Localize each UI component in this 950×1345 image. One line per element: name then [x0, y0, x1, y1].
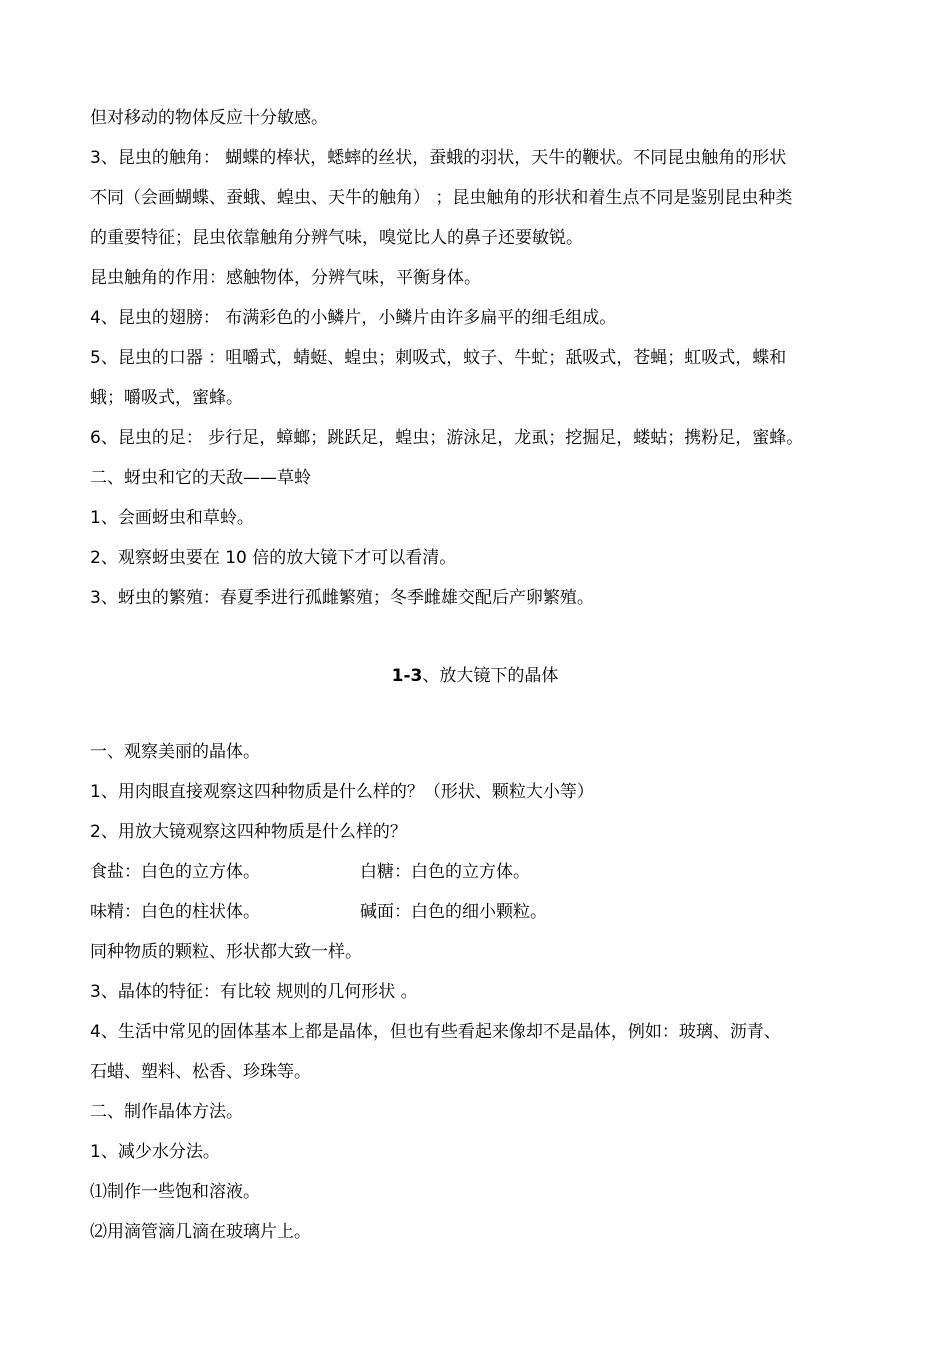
pair-row — [90, 860, 870, 884]
heading-line: 二、蚜虫和它的天敌——草蛉 — [90, 468, 311, 488]
pair-row — [90, 900, 870, 924]
section-title-number: 1-3 — [391, 666, 423, 686]
text-line: 5、昆虫的口器 ：咀嚼式，蜻蜓、蝗虫；刺吸式，蚊子、牛虻；舐吸式，苍蝇；虹吸式，蝶和 — [90, 348, 787, 368]
text-line: 3、昆虫的触角： 蝴蝶的棒状，蟋蟀的丝状，蚕蛾的羽状，天牛的鞭状。不同昆虫触角的形状 — [90, 148, 787, 168]
text-line: 2、用放大镜观察这四种物质是什么样的？ — [90, 822, 407, 842]
text-line: 蛾；嚼吸式，蜜蜂。 — [90, 388, 243, 408]
text-line: 6、昆虫的足： 步行足，蟑螂；跳跃足，蝗虫；游泳足，龙虱；挖掘足，蝼蛄；携粉足，蜜蜂。 — [90, 428, 804, 448]
text-line: 1、用肉眼直接观察这四种物质是什么样的？（形状、颗粒大小等） — [90, 782, 594, 802]
text-line: 同种物质的颗粒、形状都大致一样。 — [90, 942, 362, 962]
heading-line: 一、观察美丽的晶体。 — [90, 742, 260, 762]
text-line: ⑵用滴管滴几滴在玻璃片上。 — [90, 1222, 311, 1242]
text-line: 昆虫触角的作用：感触物体，分辨气味，平衡身体。 — [90, 268, 481, 288]
text-line: 1、会画蚜虫和草蛉。 — [90, 508, 254, 528]
section-title-text: 、放大镜下的晶体 — [422, 666, 559, 686]
text-line: 3、晶体的特征：有比较 规则的几何形状 。 — [90, 982, 418, 1002]
text-line: 石蜡、塑料、松香、珍珠等。 — [90, 1062, 311, 1082]
pair-left: 味精：白色的柱状体。 — [90, 902, 260, 922]
text-line: 不同（会画蝴蝶、蚕蛾、蝗虫、天牛的触角） ；昆虫触角的形状和着生点不同是鉴别昆虫种类 — [90, 188, 793, 208]
pair-right: 碱面：白色的细小颗粒。 — [360, 902, 547, 922]
text-line: 4、生活中常见的固体基本上都是晶体，但也有些看起来像却不是晶体，例如：玻璃、沥青、 — [90, 1022, 781, 1042]
text-line: 4、昆虫的翅膀： 布满彩色的小鳞片，小鳞片由许多扁平的细毛组成。 — [90, 308, 617, 328]
pair-right: 白糖：白色的立方体。 — [360, 862, 530, 882]
section-title — [0, 664, 950, 688]
text-line: 1、减少水分法。 — [90, 1142, 220, 1162]
text-line: 2、观察蚜虫要在 10 倍的放大镜下才可以看清。 — [90, 548, 457, 568]
text-line: 3、蚜虫的繁殖：春夏季进行孤雌繁殖；冬季雌雄交配后产卵繁殖。 — [90, 588, 594, 608]
text-line: ⑴制作一些饱和溶液。 — [90, 1182, 260, 1202]
heading-line: 二、制作晶体方法。 — [90, 1102, 243, 1122]
text-line: 但对移动的物体反应十分敏感。 — [90, 108, 328, 128]
pair-left: 食盐：白色的立方体。 — [90, 862, 260, 882]
text-line: 的重要特征；昆虫依靠触角分辨气味，嗅觉比人的鼻子还要敏锐。 — [90, 228, 583, 248]
